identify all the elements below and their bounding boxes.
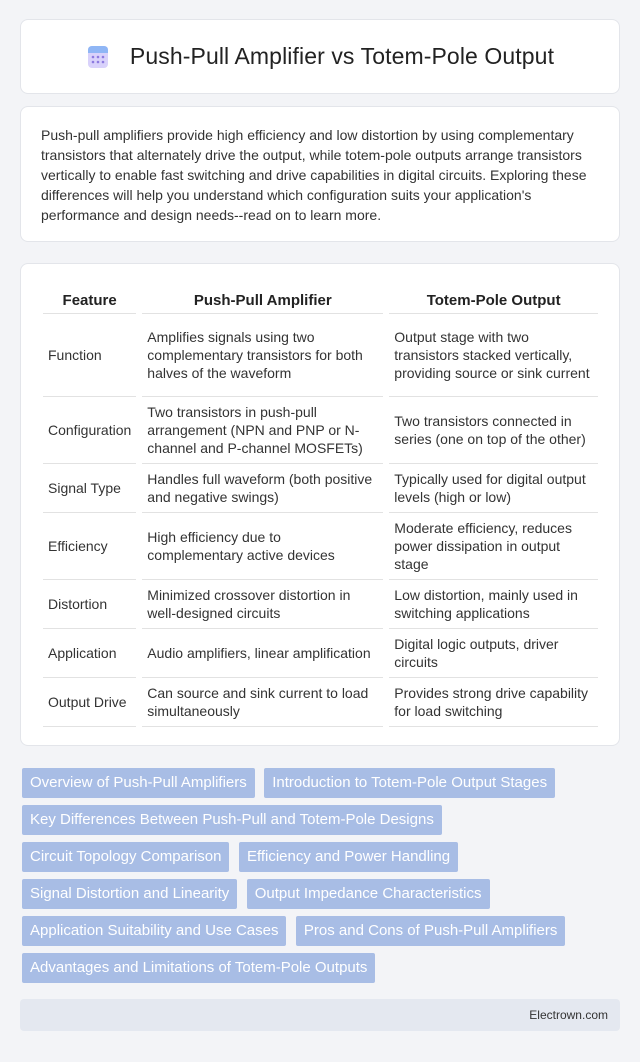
topic-tag[interactable]: Output Impedance Characteristics: [247, 879, 490, 909]
table-row: [43, 396, 598, 463]
table-header-row: [43, 284, 598, 313]
push-pull-cell: Two transistors in push-pull arrangement (NPN and PNP or N-channel and P-channel MOSFETs): [139, 396, 386, 463]
totem-pole-cell: Low distortion, mainly used in switching applications: [386, 579, 598, 628]
footer-brand[interactable]: Electrown.com: [529, 1008, 608, 1022]
intro-card: [20, 106, 620, 242]
column-header-feature: Feature: [43, 284, 139, 313]
related-topics: [22, 768, 602, 990]
column-header-totem-pole: Totem-Pole Output: [386, 284, 598, 313]
feature-cell: Signal Type: [43, 463, 139, 512]
totem-pole-cell: Output stage with two transistors stacked vertically, providing source or sink current: [386, 313, 598, 396]
totem-pole-cell: Provides strong drive capability for load switching: [386, 677, 598, 726]
table-row: [43, 512, 598, 579]
intro-text: Push-pull amplifiers provide high efficiency and low distortion by using complementary transistors that alternately drive the output, while totem-pole outputs arrange transistors vertically to enable fast switching and drive capabilities in digital circuits. Exploring these differences will help you understand which configuration suits your application's performance and design needs--read on to learn more.: [41, 127, 587, 223]
topic-tag[interactable]: Key Differences Between Push-Pull and Totem-Pole Designs: [22, 805, 442, 835]
feature-cell: Function: [43, 313, 139, 396]
totem-pole-cell: Typically used for digital output levels (high or low): [386, 463, 598, 512]
comparison-table: [43, 284, 598, 727]
column-header-push-pull: Push-Pull Amplifier: [139, 284, 386, 313]
push-pull-cell: Handles full waveform (both positive and negative swings): [139, 463, 386, 512]
topic-tag[interactable]: Efficiency and Power Handling: [239, 842, 458, 872]
topic-tag[interactable]: Introduction to Totem-Pole Output Stages: [264, 768, 555, 798]
table-row: [43, 313, 598, 396]
table-row: [43, 628, 598, 677]
topic-tag[interactable]: Overview of Push-Pull Amplifiers: [22, 768, 255, 798]
topic-tag[interactable]: Pros and Cons of Push-Pull Amplifiers: [296, 916, 565, 946]
push-pull-cell: Can source and sink current to load simultaneously: [139, 677, 386, 726]
push-pull-cell: High efficiency due to complementary active devices: [139, 512, 386, 579]
title-card: [20, 19, 620, 94]
push-pull-cell: Audio amplifiers, linear amplification: [139, 628, 386, 677]
totem-pole-cell: Digital logic outputs, driver circuits: [386, 628, 598, 677]
topic-tag[interactable]: Advantages and Limitations of Totem-Pole Outputs: [22, 953, 375, 983]
totem-pole-cell: Moderate efficiency, reduces power dissipation in output stage: [386, 512, 598, 579]
push-pull-cell: Minimized crossover distortion in well-designed circuits: [139, 579, 386, 628]
footer: [20, 999, 620, 1031]
comparison-table-card: [20, 263, 620, 746]
push-pull-cell: Amplifies signals using two complementary transistors for both halves of the waveform: [139, 313, 386, 396]
table-row: [43, 677, 598, 726]
feature-cell: Configuration: [43, 396, 139, 463]
page-title: Push-Pull Amplifier vs Totem-Pole Output: [129, 43, 555, 69]
feature-cell: Output Drive: [43, 677, 139, 726]
feature-cell: Distortion: [43, 579, 139, 628]
totem-pole-cell: Two transistors connected in series (one on top of the other): [386, 396, 598, 463]
feature-cell: Efficiency: [43, 512, 139, 579]
feature-cell: Application: [43, 628, 139, 677]
topic-tag[interactable]: Application Suitability and Use Cases: [22, 916, 286, 946]
calculator-icon: [86, 45, 110, 69]
table-row: [43, 579, 598, 628]
topic-tag[interactable]: Circuit Topology Comparison: [22, 842, 229, 872]
table-row: [43, 463, 598, 512]
topic-tag[interactable]: Signal Distortion and Linearity: [22, 879, 237, 909]
